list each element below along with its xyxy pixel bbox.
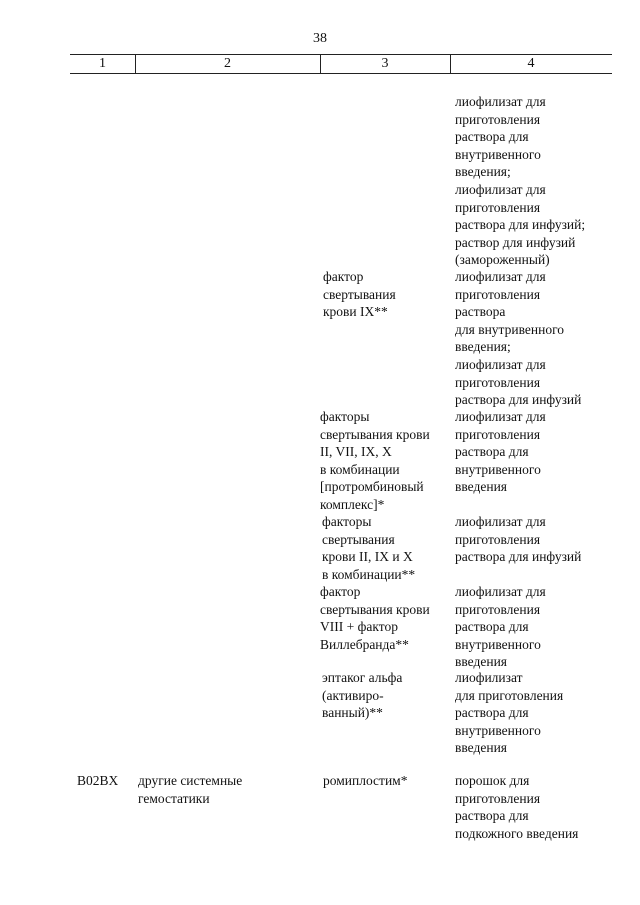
dosage-form-cell: порошок для приготовления раствора для подкожного введения — [455, 773, 579, 841]
drug-name-cell: эптаког альфа (активиро- ванный)** — [322, 670, 403, 721]
header-col-1: 1 — [99, 56, 106, 71]
page-number: 38 — [313, 31, 327, 46]
drug-name-cell: факторы свертывания крови II, VII, IX, X в комбинации [протромбиновый комплекс]* — [320, 409, 430, 512]
dosage-form-cell: лиофилизат для приготовления раствора для внутривенного введения; лиофилизат для приготовления раствора для инфузий — [455, 269, 582, 408]
atc-group-cell: другие системные гемостатики — [138, 773, 243, 806]
dosage-form-cell: лиофилизат для приготовления раствора для внутривенного введения — [455, 584, 546, 670]
dosage-form-cell: лиофилизат для приготовления раствора для внутривенного введения — [455, 409, 546, 495]
drug-name-cell: факторы свертывания крови II, IX и X в комбинации** — [322, 514, 416, 582]
header-col-4: 4 — [527, 56, 535, 71]
dosage-form-cell: лиофилизат для приготовления раствора для внутривенного введения; лиофилизат для приготовления раствора для инфузий; раствор для инфузий (замороженный) — [455, 94, 586, 268]
atc-code-cell: B02BX — [77, 773, 119, 788]
table-header — [70, 54, 612, 74]
dosage-form-cell: лиофилизат для приготовления раствора для инфузий — [455, 514, 582, 565]
drug-name-cell: фактор свертывания крови VIII + фактор Виллебранда** — [320, 584, 430, 652]
drug-name-cell: ромиплостим* — [323, 773, 408, 788]
drug-name-cell: фактор свертывания крови IX** — [323, 269, 396, 320]
header-col-3: 3 — [381, 56, 389, 71]
header-col-2: 2 — [224, 56, 231, 71]
dosage-form-cell: лиофилизат для приготовления раствора для внутривенного введения — [455, 670, 564, 756]
